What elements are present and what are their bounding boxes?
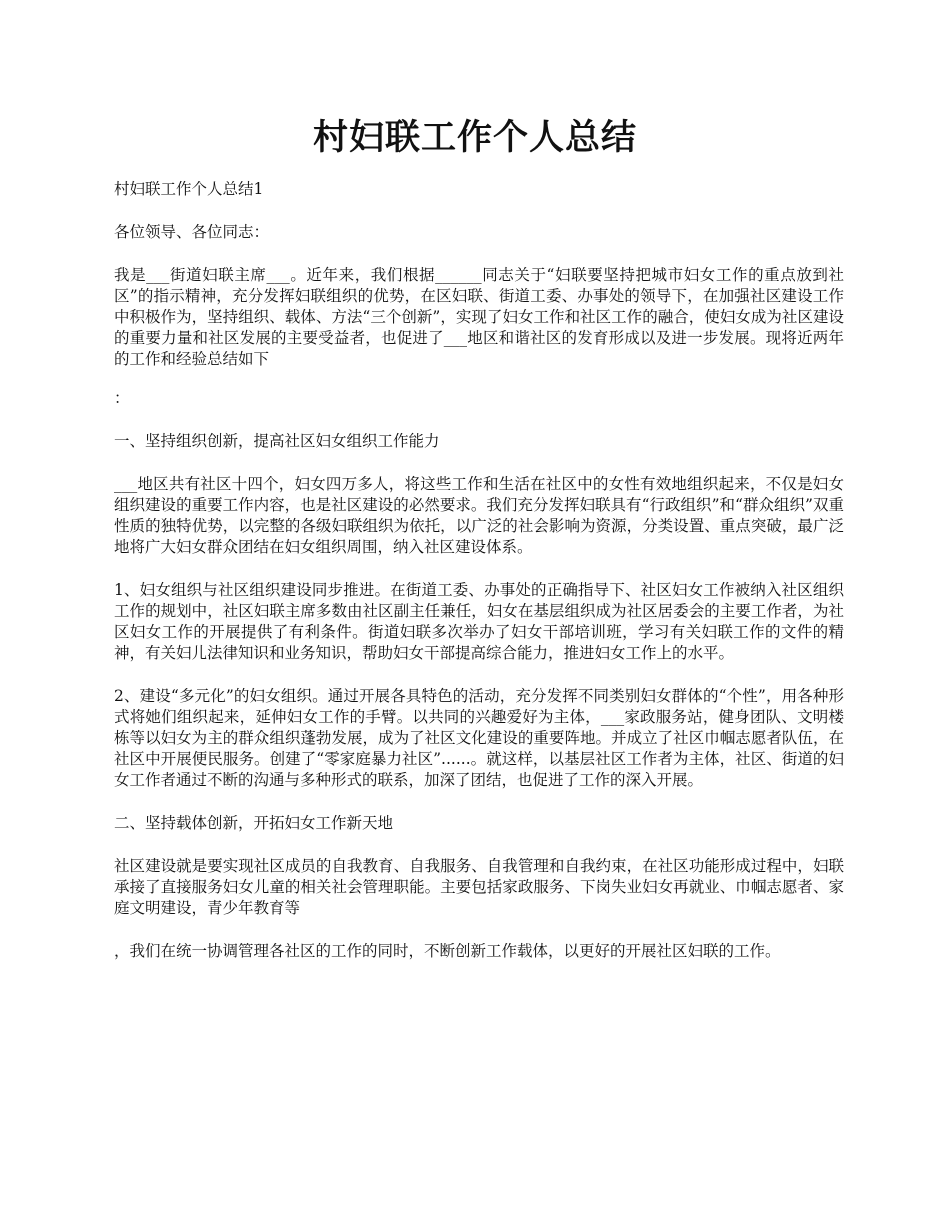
paragraph-item-2: 2、建设“多元化”的妇女组织。通过开展各具特色的活动，充分发挥不同类别妇女群体的“个性”，用各种形式将她们组织起来，延伸妇女工作的手臂。以共同的兴趣爱好为主体，___家政服务站，健身团队、文明楼栋等以妇女为主的群众组织蓬勃发展，成为了社区文化建设的重要阵地。并成立了社区巾帼志愿者队伍，在社区中开展便民服务。创建了“零家庭暴力社区”......。就这样，以基层社区工作者为主体，社区、街道的妇女工作者通过不断的沟通与多种形式的联系，加深了团结，也促进了工作的深入开展。 xyxy=(114,687,844,789)
section-heading-1: 一、坚持组织创新，提高社区妇女组织工作能力 xyxy=(114,432,440,450)
salutation: 各位领导、各位同志： xyxy=(114,223,270,241)
section-heading-2: 二、坚持载体创新，开拓妇女工作新天地 xyxy=(114,814,394,832)
document-title: 村妇联工作个人总结 xyxy=(312,117,637,158)
paragraph-section-2: 社区建设就是要实现社区成员的自我教育、自我服务、自我管理和自我约束，在社区功能形成过程中，妇联承接了直接服务妇女儿童的相关社会管理职能。主要包括家政服务、下岗失业妇女再就业、巾帼志愿者、家庭文明建设，青少年教育等 xyxy=(114,857,844,917)
paragraph-item-1: 1、妇女组织与社区组织建设同步推进。在街道工委、办事处的正确指导下、社区妇女工作被纳入社区组织工作的规划中，社区妇联主席多数由社区副主任兼任，妇女在基层组织成为社区居委会的主要工作者，为社区妇女工作的开展提供了有利条件。街道妇联多次举办了妇女干部培训班，学习有关妇联工作的文件的精神，有关妇儿法律知识和业务知识，帮助妇女干部提高综合能力，推进妇女工作上的水平。 xyxy=(114,581,844,662)
document-body xyxy=(114,179,844,984)
subtitle: 村妇联工作个人总结1 xyxy=(114,180,264,198)
paragraph-colon: ： xyxy=(114,389,130,407)
paragraph-closing: ，我们在统一协调管理各社区的工作的同时，不断创新工作载体，以更好的开展社区妇联的工作。 xyxy=(114,942,781,960)
paragraph-intro: 我是___街道妇联主席___。近年来，我们根据______同志关于“妇联要坚持把城市妇女工作的重点放到社区”的指示精神，充分发挥妇联组织的优势，在区妇联、街道工委、办事处的领导下，在加强社区建设工作中积极作为，坚持组织、载体、方法“三个创新”，实现了妇女工作和社区工作的融合，使妇女成为社区建设的重要力量和社区发展的主要受益者，也促进了___地区和谐社区的发育形成以及进一步发展。现将近两年的工作和经验总结如下 xyxy=(114,266,844,368)
paragraph-section-1: ___地区共有社区十四个，妇女四万多人，将这些工作和生活在社区中的女性有效地组织起来，不仅是妇女组织建设的重要工作内容，也是社区建设的必然要求。我们充分发挥妇联具有“行政组织”和“群众组织”双重性质的独特优势，以完整的各级妇联组织为依托，以广泛的社会影响为资源，分类设置、重点突破，最广泛地将广大妇女群众团结在妇女组织周围，纳入社区建设体系。 xyxy=(114,475,844,556)
